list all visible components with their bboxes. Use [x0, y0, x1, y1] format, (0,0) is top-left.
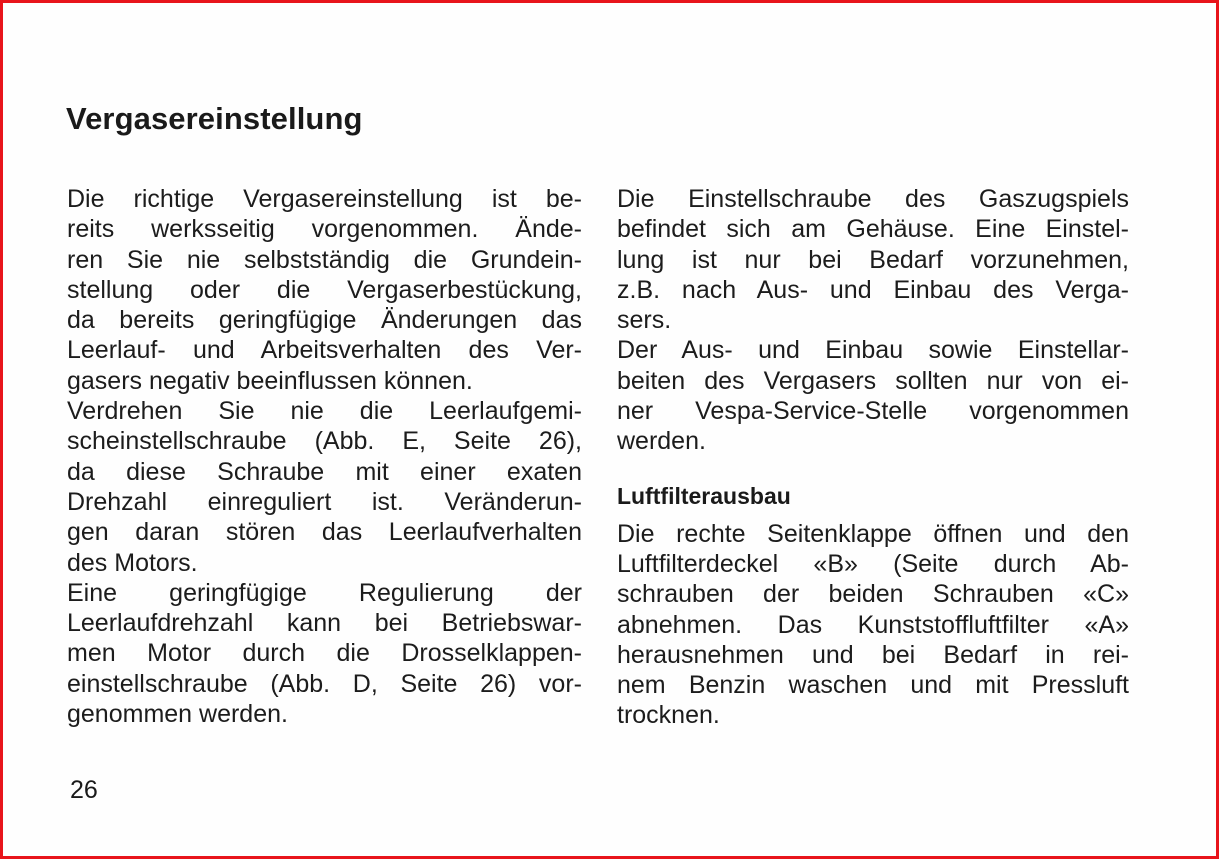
- text-line: abnehmen. Das Kunststoffluftfilter «A»: [617, 610, 1129, 639]
- text-line: genommen werden.: [67, 700, 288, 729]
- text-line: ner Vespa-Service-Stelle vorgenommen: [617, 397, 1129, 426]
- page-title: Vergasereinstellung: [66, 101, 363, 136]
- text-line: ren Sie nie selbstständig die Grundein-: [67, 245, 582, 274]
- text-line: einstellschraube (Abb. D, Seite 26) vor-: [67, 669, 582, 698]
- text-line: herausnehmen und bei Bedarf in rei-: [617, 640, 1129, 669]
- text-line: Drehzahl einreguliert ist. Veränderun-: [67, 487, 582, 516]
- text-line: Eine geringfügige Regulierung der: [67, 578, 582, 607]
- right-column: [617, 184, 1129, 731]
- text-line: lung ist nur bei Bedarf vorzunehmen,: [617, 245, 1129, 274]
- text-line: gen daran stören das Leerlaufverhalten: [67, 518, 582, 547]
- text-line: trocknen.: [617, 701, 720, 730]
- text-line: beiten des Vergasers sollten nur von ei-: [617, 366, 1129, 395]
- text-line: Die rechte Seitenklappe öffnen und den: [617, 519, 1129, 548]
- text-line: stellung oder die Vergaserbestückung,: [67, 275, 582, 304]
- left-column: [67, 184, 582, 729]
- text-line: nem Benzin waschen und mit Pressluft: [617, 671, 1129, 700]
- text-line: scheinstellschraube (Abb. E, Seite 26),: [67, 427, 582, 456]
- text-line: da diese Schraube mit einer exaten: [67, 457, 582, 486]
- text-line: Der Aus- und Einbau sowie Einstellar-: [617, 336, 1129, 365]
- text-line: Leerlauf- und Arbeitsverhalten des Ver-: [67, 336, 582, 365]
- text-line: befindet sich am Gehäuse. Eine Einstel-: [617, 215, 1129, 244]
- text-line: da bereits geringfügige Änderungen das: [67, 306, 582, 335]
- text-line: Leerlaufdrehzahl kann bei Betriebswar-: [67, 609, 582, 638]
- text-line: werden.: [617, 427, 706, 456]
- text-line: z.B. nach Aus- und Einbau des Verga-: [617, 275, 1129, 304]
- page-number: 26: [70, 776, 98, 804]
- text-line: Die richtige Vergasereinstellung ist be-: [67, 185, 582, 213]
- text-line: men Motor durch die Drosselklappen-: [67, 639, 582, 668]
- text-line: schrauben der beiden Schrauben «C»: [617, 580, 1129, 609]
- text-line: Luftfilterdeckel «B» (Seite durch Ab-: [617, 549, 1129, 578]
- text-line: gasers negativ beeinflussen können.: [67, 366, 473, 395]
- text-line: Verdrehen Sie nie die Leerlaufgemi-: [67, 397, 582, 426]
- text-line: sers.: [617, 306, 672, 335]
- section-heading: Luftfilterausbau: [617, 482, 791, 509]
- text-line: Die Einstellschraube des Gaszugspiels: [617, 185, 1129, 213]
- text-line: reits werksseitig vorgenommen. Ände-: [67, 215, 582, 244]
- text-line: des Motors.: [67, 548, 198, 577]
